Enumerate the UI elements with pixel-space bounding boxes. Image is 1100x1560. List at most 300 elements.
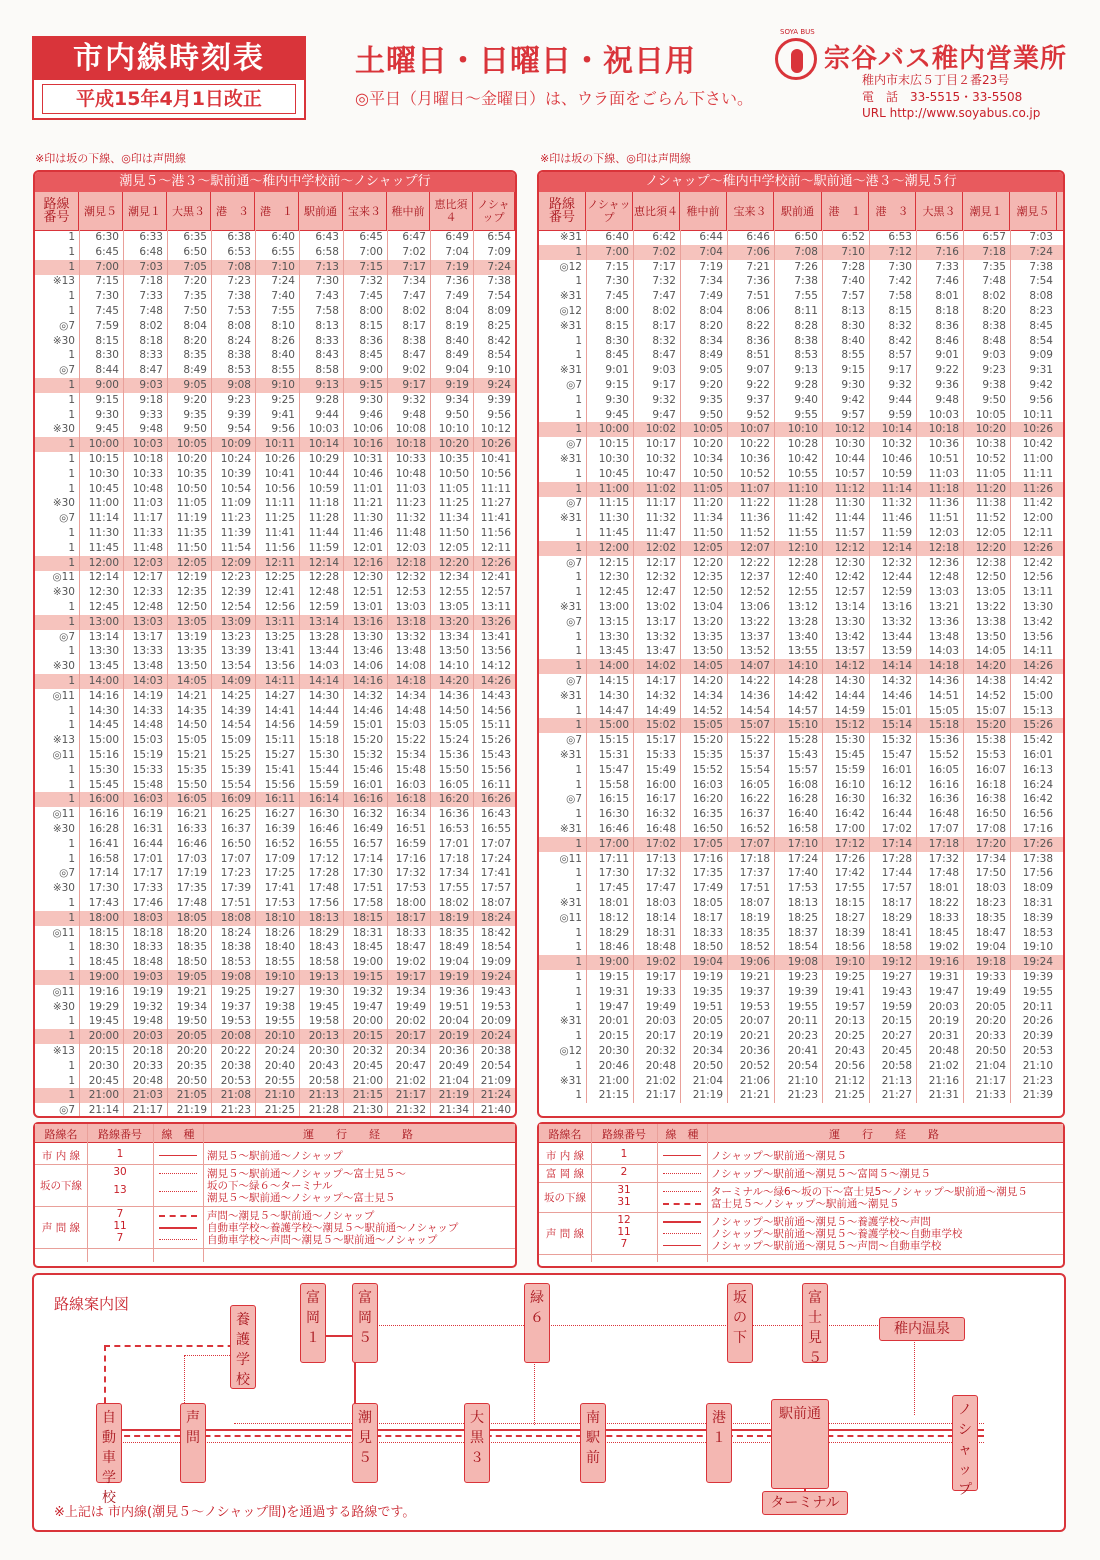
time-cell: 16:16 [352, 793, 383, 806]
time-cell: 14:14 [881, 660, 912, 673]
time-cell: 9:31 [1029, 364, 1053, 377]
time-cell: 18:47 [975, 926, 1006, 939]
time-cell: 11:44 [308, 527, 339, 539]
time-cell: 20:21 [739, 1030, 770, 1043]
time-cell: 8:49 [445, 349, 469, 362]
route-number-cell: ※31 [559, 749, 582, 761]
time-cell: 13:12 [787, 601, 818, 613]
route-number-cell: 1 [68, 615, 75, 628]
time-cell: 14:07 [739, 660, 770, 673]
time-cell: 8:54 [1029, 334, 1053, 347]
table-row [35, 1103, 515, 1118]
time-cell: 17:30 [88, 882, 119, 895]
route-number-cell: ※30 [52, 586, 75, 599]
time-cell: 21:10 [264, 1089, 295, 1102]
time-cell: 7:20 [183, 275, 207, 288]
time-cell: 10:57 [834, 467, 865, 480]
time-cell: 9:13 [315, 379, 339, 391]
time-cell: 19:30 [308, 985, 339, 998]
time-cell: 15:49 [645, 763, 676, 776]
route-number-cell: 1 [68, 971, 75, 983]
time-cell: 16:39 [264, 823, 295, 835]
route-number-cell: 1 [575, 349, 582, 362]
legend-header-cell: 運 行 経 路 [829, 1128, 939, 1141]
time-cell: 18:05 [692, 897, 723, 909]
time-cell: 15:05 [176, 734, 207, 747]
legend-line-sample [159, 1155, 197, 1156]
table-row [35, 866, 515, 881]
time-cell: 11:17 [132, 512, 163, 525]
table-row [539, 896, 1063, 911]
time-cell: 15:01 [352, 719, 383, 732]
time-cell: 10:56 [264, 482, 295, 495]
time-cell: 13:40 [787, 630, 818, 643]
time-cell: 20:48 [645, 1059, 676, 1072]
time-cell: 13:20 [438, 615, 469, 628]
time-cell: 12:59 [308, 601, 339, 613]
time-cell: 17:28 [881, 852, 912, 865]
time-cell: 6:50 [794, 231, 818, 243]
time-cell: 19:02 [645, 956, 676, 969]
time-cell: 14:00 [88, 675, 119, 687]
table-row [539, 393, 1063, 408]
route-number-cell: 1 [575, 467, 582, 480]
time-cell: 11:48 [395, 527, 426, 539]
time-cell: 17:28 [308, 867, 339, 880]
time-cell: 7:15 [605, 260, 629, 273]
time-cell: 17:26 [834, 852, 865, 865]
time-cell: 7:51 [746, 290, 770, 303]
legend-column-divider [707, 1124, 708, 1262]
time-cell: 16:57 [352, 837, 383, 850]
route-number-cell: ※31 [559, 601, 582, 613]
time-cell: 20:15 [352, 1030, 383, 1043]
time-cell: 12:00 [598, 541, 629, 554]
time-cell: 14:18 [928, 660, 959, 673]
time-cell: 15:00 [1022, 689, 1053, 702]
time-cell: 9:50 [982, 393, 1006, 406]
time-cell: 20:00 [88, 1030, 119, 1043]
time-cell: 19:47 [928, 985, 959, 998]
time-cell: 16:48 [645, 823, 676, 835]
time-cell: 21:00 [598, 1074, 629, 1087]
time-cell: 11:55 [787, 527, 818, 539]
time-cell: 18:29 [308, 926, 339, 939]
time-cell: 17:53 [264, 897, 295, 909]
time-cell: 16:09 [220, 793, 251, 806]
time-cell: 13:32 [881, 615, 912, 628]
time-cell: 18:55 [264, 956, 295, 969]
weekday-note: ◎平日（月曜日〜金曜日）は、ウラ面をごらん下さい。 [355, 89, 753, 108]
time-cell: 20:55 [264, 1074, 295, 1087]
time-cell: 14:21 [176, 689, 207, 702]
column-header: 港 ３ [211, 192, 255, 230]
time-cell: 13:45 [88, 660, 119, 673]
time-cell: 16:36 [438, 808, 469, 821]
route-number-cell: ※31 [559, 689, 582, 702]
time-cell: 21:24 [480, 1089, 511, 1102]
legend-route-number: 31 [617, 1184, 631, 1196]
time-cell: 12:35 [176, 586, 207, 599]
time-cell: 13:18 [395, 615, 426, 628]
time-cell: 16:21 [176, 808, 207, 821]
time-cell: 9:56 [271, 423, 295, 436]
time-cell: 10:18 [395, 438, 426, 451]
time-cell: 14:43 [480, 689, 511, 702]
route-map-title: 路線案内図 [54, 1295, 130, 1313]
stop-noshappu: ノシャップ [952, 1395, 978, 1491]
time-cell: 7:24 [271, 275, 295, 288]
legend-line-sample [663, 1245, 701, 1246]
time-cell: 10:00 [598, 423, 629, 436]
time-cell: 19:24 [1022, 956, 1053, 969]
time-cell: 20:45 [88, 1074, 119, 1087]
time-cell: 18:08 [220, 911, 251, 924]
time-cell: 9:39 [487, 393, 511, 406]
route-number-cell: 1 [575, 527, 582, 539]
time-cell: 11:00 [88, 497, 119, 510]
time-cell: 15:50 [176, 778, 207, 791]
time-cell: 19:37 [220, 1000, 251, 1013]
time-cell: 20:36 [438, 1045, 469, 1057]
time-cell: 12:33 [132, 586, 163, 599]
table-row [35, 630, 515, 645]
time-cell: 12:55 [787, 586, 818, 599]
time-cell: 9:47 [652, 408, 676, 421]
time-cell: 13:30 [834, 615, 865, 628]
route-number-cell: 1 [575, 926, 582, 939]
time-cell: 12:11 [264, 556, 295, 569]
table-row [539, 1044, 1063, 1059]
time-cell: 17:48 [176, 897, 207, 909]
time-cell: 7:18 [982, 245, 1006, 258]
table-row [539, 615, 1063, 630]
table-row [539, 245, 1063, 260]
time-cell: 11:42 [1022, 497, 1053, 510]
time-cell: 14:33 [132, 704, 163, 717]
time-cell: 7:45 [605, 290, 629, 303]
time-cell: 16:56 [1022, 808, 1053, 821]
time-cell: 18:33 [692, 926, 723, 939]
route-number-cell: 1 [575, 1089, 582, 1102]
time-cell: 19:57 [834, 1000, 865, 1013]
legend-route-path: 潮見５〜駅前通〜ノシャップ [207, 1150, 343, 1162]
time-cell: 10:55 [787, 467, 818, 480]
time-cell: 19:32 [132, 1000, 163, 1013]
time-cell: 16:15 [598, 793, 629, 806]
time-cell: 19:37 [739, 985, 770, 998]
time-cell: 13:28 [787, 615, 818, 628]
time-cell: 7:04 [445, 245, 469, 258]
time-cell: 20:19 [692, 1030, 723, 1043]
time-cell: 21:14 [88, 1104, 119, 1117]
column-header: 路線番号 [35, 192, 79, 230]
table-row [35, 733, 515, 748]
time-cell: 11:26 [1022, 482, 1053, 495]
time-cell: 10:12 [480, 423, 511, 436]
time-cell: 11:11 [480, 482, 511, 495]
time-cell: 10:20 [176, 453, 207, 465]
time-cell: 8:02 [402, 305, 426, 317]
time-cell: 7:03 [1029, 231, 1053, 243]
time-cell: 17:43 [88, 897, 119, 909]
table-row [539, 807, 1063, 822]
time-cell: 13:11 [480, 601, 511, 613]
time-cell: 20:32 [352, 1045, 383, 1057]
route-number-cell: 1 [68, 1059, 75, 1072]
time-cell: 18:19 [739, 911, 770, 924]
time-cell: 21:02 [928, 1059, 959, 1072]
time-cell: 12:20 [438, 556, 469, 569]
time-cell: 13:28 [308, 630, 339, 643]
time-cell: 19:00 [88, 971, 119, 983]
time-cell: 17:34 [438, 867, 469, 880]
table-row [35, 1088, 515, 1103]
time-cell: 20:26 [1022, 1015, 1053, 1028]
time-cell: 21:17 [132, 1104, 163, 1117]
time-cell: 19:51 [438, 1000, 469, 1013]
time-cell: 9:35 [183, 408, 207, 421]
route-number-cell: 1 [68, 482, 75, 495]
time-cell: 14:05 [176, 675, 207, 687]
time-cell: 12:05 [692, 541, 723, 554]
time-cell: 16:01 [1022, 749, 1053, 761]
time-cell: 6:53 [227, 245, 251, 258]
time-cell: 14:20 [975, 660, 1006, 673]
time-cell: 7:30 [605, 275, 629, 288]
time-cell: 12:28 [787, 556, 818, 569]
time-cell: 8:23 [1029, 305, 1053, 317]
time-cell: 7:43 [315, 290, 339, 303]
time-cell: 19:45 [88, 1015, 119, 1028]
time-cell: 21:08 [220, 1089, 251, 1102]
time-cell: 16:52 [739, 823, 770, 835]
time-cell: 20:56 [834, 1059, 865, 1072]
time-cell: 12:11 [1022, 527, 1053, 539]
time-cell: 11:28 [787, 497, 818, 510]
time-cell: 17:14 [88, 867, 119, 880]
time-cell: 13:05 [438, 601, 469, 613]
time-cell: 20:50 [975, 1045, 1006, 1057]
time-cell: 15:22 [395, 734, 426, 747]
table-row [35, 289, 515, 304]
column-header: 稚中前 [387, 192, 430, 230]
time-cell: 17:20 [975, 837, 1006, 850]
time-cell: 13:46 [352, 645, 383, 658]
time-cell: 8:40 [445, 334, 469, 347]
time-cell: 12:50 [176, 601, 207, 613]
time-cell: 20:07 [739, 1015, 770, 1028]
time-cell: 18:27 [834, 911, 865, 924]
time-cell: 11:22 [739, 497, 770, 510]
time-cell: 18:10 [264, 911, 295, 924]
table-row [35, 334, 515, 349]
route-number-cell: ◎7 [566, 379, 582, 391]
time-cell: 14:34 [395, 689, 426, 702]
time-cell: 13:22 [739, 615, 770, 628]
time-cell: 13:42 [834, 630, 865, 643]
time-cell: 19:27 [264, 985, 295, 998]
time-cell: 12:48 [928, 571, 959, 584]
table-row [35, 1044, 515, 1059]
time-cell: 16:32 [645, 808, 676, 821]
time-cell: 12:57 [480, 586, 511, 599]
time-cell: 9:32 [652, 393, 676, 406]
time-cell: 16:07 [975, 763, 1006, 776]
company-url[interactable]: URL http://www.soyabus.co.jp [862, 106, 1041, 120]
time-cell: 15:21 [176, 749, 207, 761]
time-cell: 15:13 [1022, 704, 1053, 717]
time-cell: 6:53 [888, 231, 912, 243]
time-cell: 18:33 [132, 941, 163, 954]
time-cell: 21:02 [645, 1074, 676, 1087]
time-cell: 21:04 [975, 1059, 1006, 1072]
route-number-cell: 1 [68, 793, 75, 806]
time-cell: 10:05 [975, 408, 1006, 421]
time-cell: 15:54 [220, 778, 251, 791]
time-cell: 6:45 [95, 245, 119, 258]
table-row [35, 526, 515, 541]
time-cell: 9:19 [445, 379, 469, 391]
time-cell: 7:47 [402, 290, 426, 303]
time-cell: 7:55 [794, 290, 818, 303]
time-cell: 16:49 [352, 823, 383, 835]
time-cell: 16:42 [1022, 793, 1053, 806]
time-cell: 9:17 [652, 379, 676, 391]
time-cell: 17:12 [834, 837, 865, 850]
time-cell: 14:41 [264, 704, 295, 717]
table-row [539, 526, 1063, 541]
time-cell: 17:30 [352, 867, 383, 880]
route-number-cell: 1 [68, 467, 75, 480]
stop-yougo-school: 養護学校 [230, 1305, 256, 1389]
legend-route-name: 坂の下線 [40, 1180, 82, 1192]
time-cell: 18:35 [975, 911, 1006, 924]
time-cell: 11:42 [787, 512, 818, 525]
time-cell: 9:36 [935, 379, 959, 391]
time-cell: 8:15 [605, 319, 629, 332]
time-cell: 6:42 [652, 231, 676, 243]
column-header: 港 ３ [869, 192, 916, 230]
time-cell: 8:01 [935, 290, 959, 303]
legend-route-number: 12 [617, 1214, 631, 1226]
table-row [539, 985, 1063, 1000]
time-cell: 12:23 [220, 571, 251, 584]
time-cell: 12:19 [176, 571, 207, 584]
time-cell: 18:24 [220, 926, 251, 939]
time-cell: 13:41 [480, 630, 511, 643]
table-row [35, 644, 515, 659]
time-cell: 7:53 [227, 305, 251, 317]
time-cell: 15:32 [881, 734, 912, 747]
column-divider [255, 230, 256, 1118]
time-cell: 14:46 [352, 704, 383, 717]
time-cell: 10:46 [352, 467, 383, 480]
time-cell: 7:49 [445, 290, 469, 303]
time-cell: 8:00 [605, 305, 629, 317]
legend-route-path: ノシャップ〜駅前通〜潮見５〜富岡５〜潮見５ [711, 1168, 931, 1180]
time-cell: 18:42 [480, 926, 511, 939]
column-header: 大黒３ [167, 192, 211, 230]
time-cell: 14:56 [264, 719, 295, 732]
legend-separator [539, 1212, 1063, 1213]
time-cell: 19:41 [834, 985, 865, 998]
time-cell: 8:02 [139, 319, 163, 332]
time-cell: 11:18 [928, 482, 959, 495]
route-number-cell: 1 [68, 941, 75, 954]
time-cell: 12:45 [88, 601, 119, 613]
time-cell: 7:30 [95, 290, 119, 303]
time-cell: 20:30 [88, 1059, 119, 1072]
time-cell: 9:44 [315, 408, 339, 421]
time-cell: 15:05 [438, 719, 469, 732]
time-cell: 16:17 [645, 793, 676, 806]
time-cell: 8:47 [402, 349, 426, 362]
legend-header [35, 1124, 515, 1143]
time-cell: 14:36 [739, 689, 770, 702]
time-cell: 18:17 [881, 897, 912, 909]
time-cell: 12:05 [975, 527, 1006, 539]
route-number-cell: ※30 [52, 823, 75, 835]
stop-driving-school: 自動車学校 [96, 1403, 122, 1483]
time-cell: 13:56 [264, 660, 295, 673]
time-cell: 20:05 [692, 1015, 723, 1028]
table-row [35, 822, 515, 837]
route-number-cell: 1 [575, 660, 582, 673]
time-cell: 18:54 [787, 941, 818, 954]
time-cell: 19:34 [176, 1000, 207, 1013]
time-cell: 15:32 [352, 749, 383, 761]
time-cell: 14:36 [928, 675, 959, 687]
time-cell: 16:10 [834, 778, 865, 791]
time-cell: 20:58 [881, 1059, 912, 1072]
time-cell: 19:21 [176, 985, 207, 998]
time-cell: 14:35 [176, 704, 207, 717]
time-cell: 18:39 [1022, 911, 1053, 924]
time-cell: 10:42 [1022, 438, 1053, 451]
legend-header-cell: 線 種 [665, 1128, 699, 1141]
time-cell: 16:18 [975, 778, 1006, 791]
time-cell: 11:36 [928, 497, 959, 510]
time-cell: 15:26 [480, 734, 511, 747]
time-cell: 17:00 [834, 823, 865, 835]
time-cell: 15:20 [692, 734, 723, 747]
legend-route-path: ターミナル〜緑6〜坂の下〜富士見5〜ノシャップ〜駅前通〜潮見５ [711, 1186, 1028, 1198]
table-row [539, 866, 1063, 881]
time-cell: 15:47 [881, 749, 912, 761]
table-row [539, 674, 1063, 689]
time-cell: 7:06 [746, 245, 770, 258]
table-row [539, 541, 1063, 556]
time-cell: 16:37 [739, 808, 770, 821]
time-cell: 21:23 [220, 1104, 251, 1117]
column-header: 潮見１ [123, 192, 167, 230]
route-number-cell: 1 [575, 778, 582, 791]
time-cell: 17:40 [787, 867, 818, 880]
time-cell: 17:09 [264, 852, 295, 865]
time-cell: 13:47 [645, 645, 676, 658]
time-cell: 16:19 [132, 808, 163, 821]
time-cell: 16:18 [395, 793, 426, 806]
time-cell: 14:47 [598, 704, 629, 717]
time-cell: 9:05 [183, 379, 207, 391]
route-number-cell: 1 [68, 527, 75, 539]
time-cell: 18:29 [881, 911, 912, 924]
time-cell: 9:05 [699, 364, 723, 377]
time-cell: 7:40 [271, 290, 295, 303]
time-cell: 14:06 [352, 660, 383, 673]
route-number-cell: 1 [575, 971, 582, 983]
